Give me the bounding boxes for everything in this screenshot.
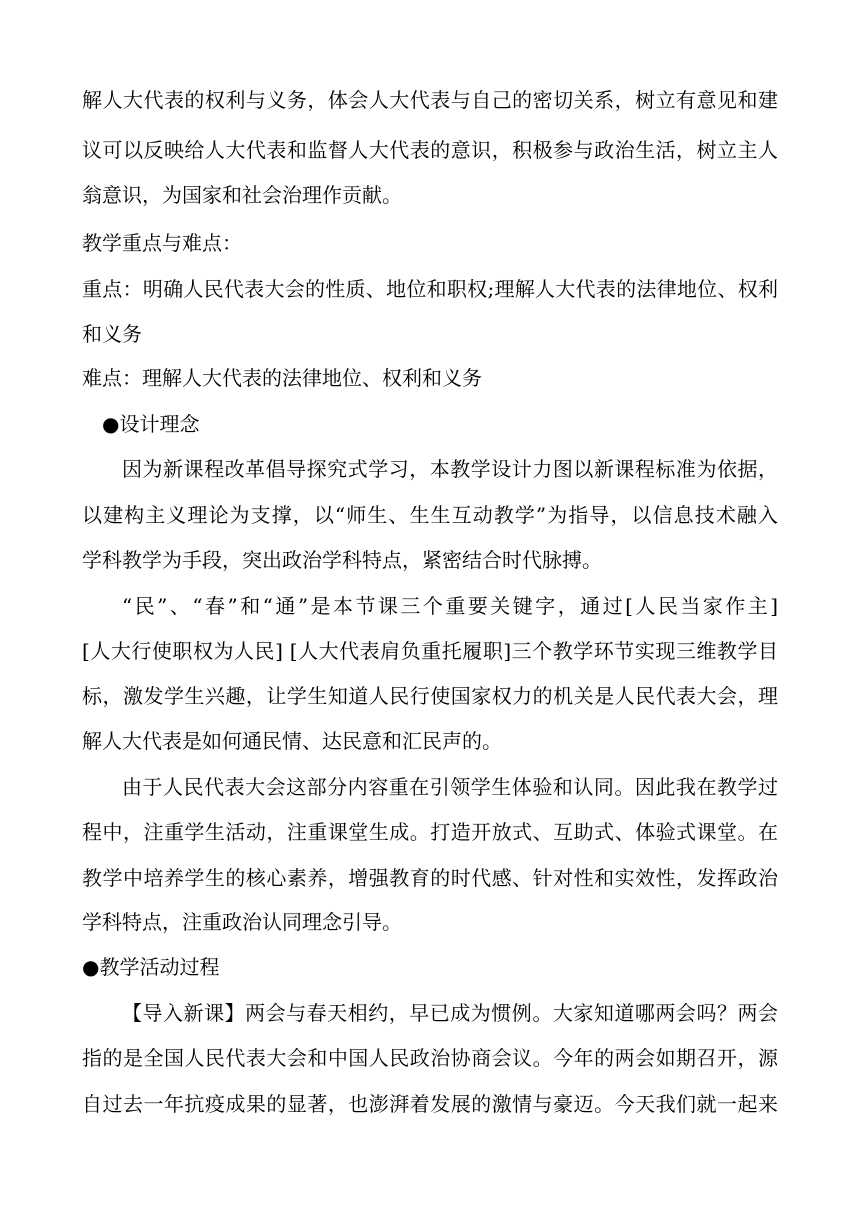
text-line: 标，激发学生兴趣，让学生知道人民行使国家权力的机关是人民代表大会，理 bbox=[82, 684, 778, 708]
text-line: “民”、“春”和“通”是本节课三个重要关键字，通过[人民当家作主] bbox=[122, 594, 778, 618]
text-line: 自过去一年抗疫成果的显著，也澎湃着发展的激情与豪迈。今天我们就一起来 bbox=[82, 1092, 778, 1116]
section-heading: ●设计理念 bbox=[102, 412, 200, 436]
text-line: 以建构主义理论为支撑，以“师生、生生互动教学”为指导，以信息技术融入 bbox=[82, 503, 778, 527]
text-line: 由于人民代表大会这部分内容重在引领学生体验和认同。因此我在教学过 bbox=[122, 775, 778, 799]
text-line: 和义务 bbox=[82, 322, 142, 346]
section-heading: ●教学活动过程 bbox=[82, 955, 220, 979]
text-line: 翁意识，为国家和社会治理作贡献。 bbox=[82, 183, 402, 207]
text-line: 解人大代表的权利与义务，体会人大代表与自己的密切关系，树立有意见和建 bbox=[82, 88, 778, 112]
text-line: 学科教学为手段，突出政治学科特点，紧密结合时代脉搏。 bbox=[82, 548, 602, 572]
text-line: 【导入新课】两会与春天相约，早已成为惯例。大家知道哪两会吗？两会 bbox=[122, 1001, 778, 1025]
text-line: [人大行使职权为人民] [人大代表肩负重托履职]三个教学环节实现三维教学目 bbox=[82, 639, 778, 663]
text-line: 指的是全国人民代表大会和中国人民政治协商会议。今年的两会如期召开，源 bbox=[82, 1046, 778, 1070]
text-line: 议可以反映给人大代表和监督人大代表的意识，积极参与政治生活，树立主人 bbox=[82, 138, 778, 162]
text-line: 学科特点，注重政治认同理念引导。 bbox=[82, 910, 402, 934]
text-line: 解人大代表是如何通民情、达民意和汇民声的。 bbox=[82, 729, 502, 753]
text-line: 程中，注重学生活动，注重课堂生成。打造开放式、互助式、体验式课堂。在 bbox=[82, 820, 778, 844]
text-line: 重点：明确人民代表大会的性质、地位和职权;理解人大代表的法律地位、权利 bbox=[82, 277, 778, 301]
section-heading: 教学重点与难点： bbox=[82, 231, 242, 255]
text-line: 因为新课程改革倡导探究式学习，本教学设计力图以新课程标准为依据， bbox=[122, 457, 778, 481]
text-line: 教学中培养学生的核心素养，增强教育的时代感、针对性和实效性，发挥政治 bbox=[82, 866, 778, 890]
text-line: 难点：理解人大代表的法律地位、权利和义务 bbox=[82, 366, 482, 390]
